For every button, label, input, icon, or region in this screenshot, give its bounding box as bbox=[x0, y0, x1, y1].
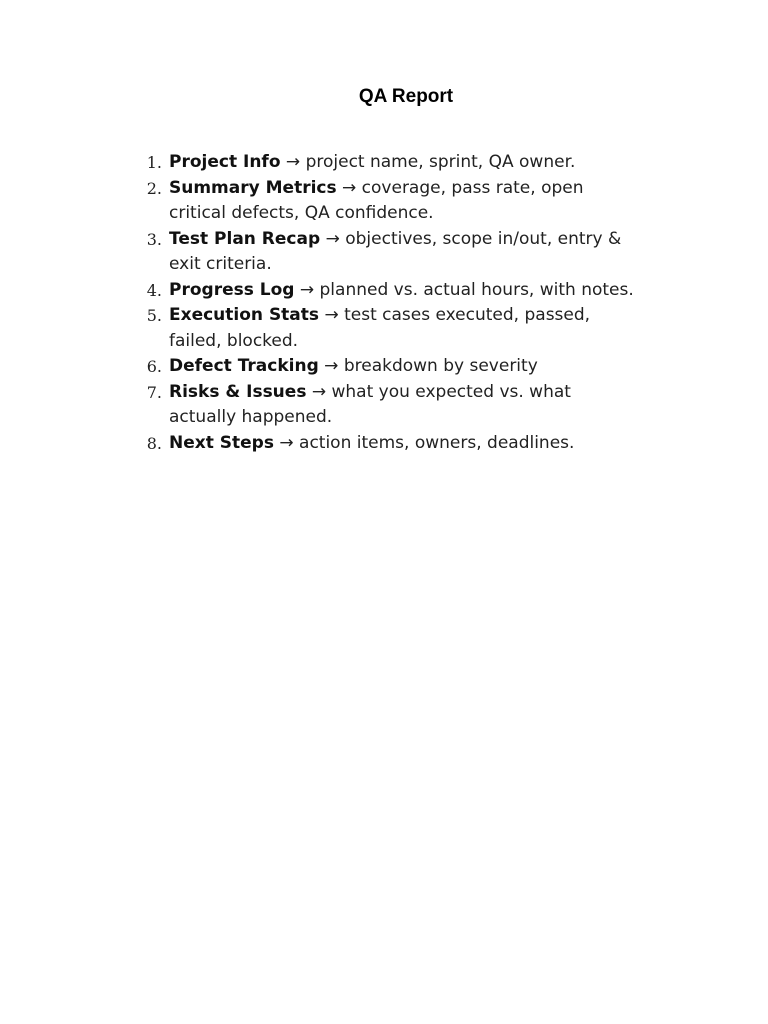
page-title: QA Report bbox=[358, 86, 454, 107]
list-number: 1. bbox=[146, 153, 162, 172]
arrow-icon: → bbox=[324, 305, 339, 325]
list-item-progress-log bbox=[140, 278, 640, 304]
list-item-summary-metrics bbox=[140, 176, 640, 227]
list-number: 2. bbox=[146, 178, 162, 198]
list-number: 7. bbox=[146, 382, 162, 402]
arrow-icon: → bbox=[324, 356, 339, 376]
list-number: 3. bbox=[146, 229, 162, 249]
list-item-risks-issues bbox=[140, 380, 640, 431]
list-number: 5. bbox=[146, 306, 162, 325]
list-item-term: Test Plan Recap bbox=[169, 228, 321, 249]
list-item-test-plan-recap bbox=[140, 227, 640, 278]
list-item-description: what you expected vs. what actually happened. bbox=[169, 381, 571, 427]
list-item-term: Progress Log bbox=[169, 279, 295, 300]
list-item-term: Project Info bbox=[169, 152, 281, 172]
list-item-term: Execution Stats bbox=[169, 305, 320, 325]
list-item-term: Risks & Issues bbox=[169, 381, 307, 402]
list-item-description: objectives, scope in/out, entry & exit criteria. bbox=[169, 228, 622, 274]
list-item-description: project name, sprint, QA owner. bbox=[305, 152, 576, 172]
list-item-next-steps bbox=[140, 431, 640, 457]
list-number: 4. bbox=[146, 280, 162, 300]
list-item-description: action items, owners, deadlines. bbox=[299, 432, 575, 453]
list-item-execution-stats bbox=[140, 303, 640, 354]
list-item-description: test cases executed, passed, failed, blocked. bbox=[169, 305, 591, 351]
list-item-description: coverage, pass rate, open critical defects, QA confidence. bbox=[169, 177, 584, 223]
arrow-icon: → bbox=[342, 177, 357, 198]
arrow-icon: → bbox=[285, 152, 301, 172]
list-item-term: Next Steps bbox=[169, 432, 274, 453]
list-item-defect-tracking bbox=[140, 354, 640, 380]
list-number: 8. bbox=[146, 433, 162, 453]
arrow-icon: → bbox=[299, 279, 315, 300]
arrow-icon: → bbox=[311, 381, 327, 402]
arrow-icon: → bbox=[325, 228, 340, 249]
list-item-term: Summary Metrics bbox=[169, 177, 337, 198]
arrow-icon: → bbox=[279, 432, 294, 453]
list-item-term: Defect Tracking bbox=[169, 356, 319, 376]
list-item-description: planned vs. actual hours, with notes. bbox=[319, 279, 634, 300]
list-item-description: breakdown by severity bbox=[343, 356, 538, 376]
list-number: 6. bbox=[146, 357, 162, 376]
list-item-project-info bbox=[140, 150, 640, 176]
report-sections-list bbox=[140, 150, 640, 456]
